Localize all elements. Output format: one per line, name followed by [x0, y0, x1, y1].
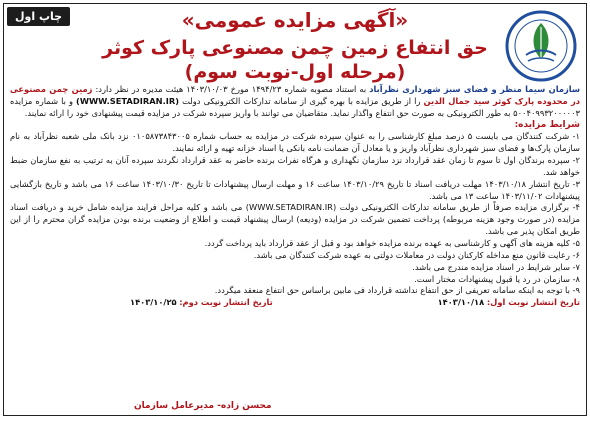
condition-item: ۸- سازمان در رد یا قبول پیشنهادات مختار است. [414, 273, 580, 284]
first-publication-date: ۱۴۰۳/۱۰/۱۸ [437, 297, 485, 308]
condition-item: ۲- سپرده برندگان اول تا سوم تا زمان عقد قرارداد نزد سازمان نگهداری و هرگاه نفرات برنده حاضر به عقد قرارداد نگردند سپرده آنان به ترتیب به نفع سازمان ضبط خواهد شد. [10, 155, 580, 177]
publication-dates [10, 297, 580, 309]
condition-item: ۳- تاریخ انتشار ۱۴۰۳/۱۰/۱۸ مهلت دریافت اسناد تا تاریخ ۱۴۰۳/۱۰/۲۹ ساعت ۱۶ و مهلت ارسال پیشنهادات تا تاریخ ۱۴۰۳/۱۰/۳۰ ساعت ۱۶ می باشد و تاریخ بازگشایی پیشنهادات ۱۴۰۳/۱۱/۰۲ ساعت ۱۳ می باشد. [10, 178, 581, 201]
second-publication-date: ۱۴۰۳/۱۰/۲۵ [130, 297, 177, 308]
organization-logo-icon [504, 9, 578, 83]
edition-badge: چاپ اول [7, 7, 70, 26]
signature: محسن زاده- مدیرعامل سازمان [134, 401, 272, 411]
intro-text-4: واریز سپرده شرکت در مزایده قیمت پیشنهادی خود را ارائه نمایند. [24, 107, 252, 118]
condition-item: ۷- سایر شرایط در اسناد مزایده مندرج می باشد. [412, 261, 580, 272]
condition-item: ۴- برگزاری مزایده صرفاً از طریق سامانه تدارکات الکترونیکی دولت (WWW.SETADIRAN.IR) می باشد و کلیه مراحل فرایند مزایده شامل خرید و دریافت اسناد مزایده (در صورت وجود هزینه مربوطه) پرداخت تضمین شرکت در مزایده (ودیعه) ارسال پیشنهاد قیمت و اطلاع از وضعیت برنده بودن مزایده گران محترم را از این طریق امکان پذیر می باشد. [10, 202, 580, 237]
setad-website: (WWW.SETADIRAN.IR) [76, 95, 180, 106]
condition-item: ۶- رعایت قانون منع مداخله کارکنان دولت در معاملات دولتی به عهده شرکت کنندگان می باشد. [253, 249, 580, 260]
organization-name: سازمان سیما منظر و فضای سبز شهرداری نظرآباد [369, 84, 581, 94]
notice-subtitle: حق انتفاع زمین چمن مصنوعی پارک کوثر (مرحله اول-نوبت سوم) [102, 37, 488, 83]
intro-text-2: را از طریق مزایده با بهره گیری از سامانه تدارکات الکترونیکی دولت [182, 95, 424, 106]
conditions-title: شرایط مزایده: [514, 119, 580, 130]
condition-item: ۱- شرکت کنندگان می بایست ۵ درصد مبلغ کارشناسی را به عنوان سپرده شرکت در مزایده به حساب شماره ۰۱۰۵۸۷۳۸۴۳۰۰۵ نزد بانک ملی شعبه نظرآباد به نام سازمان پارک‌ها و فضای سبز شهرداری نظرآباد واریز و یا معادل آن ضمانت نامه بانکی یا اسناد خزانه تهیه و ارائه نمایند. [10, 131, 581, 154]
intro-text-3: و با شماره مزایده ۵۰۰۴۰۹۹۳۲۰۰۰۰۰۳ به طور الکترونیکی به صورت حق انتفاع واگذار نماید. متقاضیان می توانند با [10, 95, 580, 118]
auction-subject: زمین چمن مصنوعی در محدوده پارک کوثر سید جمال الدین [10, 84, 580, 106]
first-publication-label: تاریخ انتشار نوبت اول: [486, 297, 580, 308]
notice-page [3, 3, 587, 416]
intro-paragraph [10, 84, 580, 120]
condition-item: ۵- کلیه هزینه های آگهی و کارشناسی به عهده برنده مزایده خواهد بود و قبل از عقد قرارداد باید پرداخت گردد. [204, 237, 580, 248]
notice-body [10, 84, 580, 309]
first-publication [438, 297, 580, 309]
second-publication-label: تاریخ انتشار نوبت دوم: [179, 297, 273, 308]
condition-item: ۹- با توجه به اینکه سامانه تعریفی از حق انتفاع نداشته قرارداد فی مابین براساس حق انتفاع منعقد میگردد. [214, 285, 580, 296]
intro-text-1: به استناد مصوبه شماره ۱۴۹۴/۲۳ مورخ ۱۴۰۳/۱۰/۰۳ هیئت مدیره در نظر دارد: [95, 84, 370, 94]
notice-title: «آگهی مزایده عمومی» [181, 8, 409, 32]
second-publication [130, 297, 273, 309]
